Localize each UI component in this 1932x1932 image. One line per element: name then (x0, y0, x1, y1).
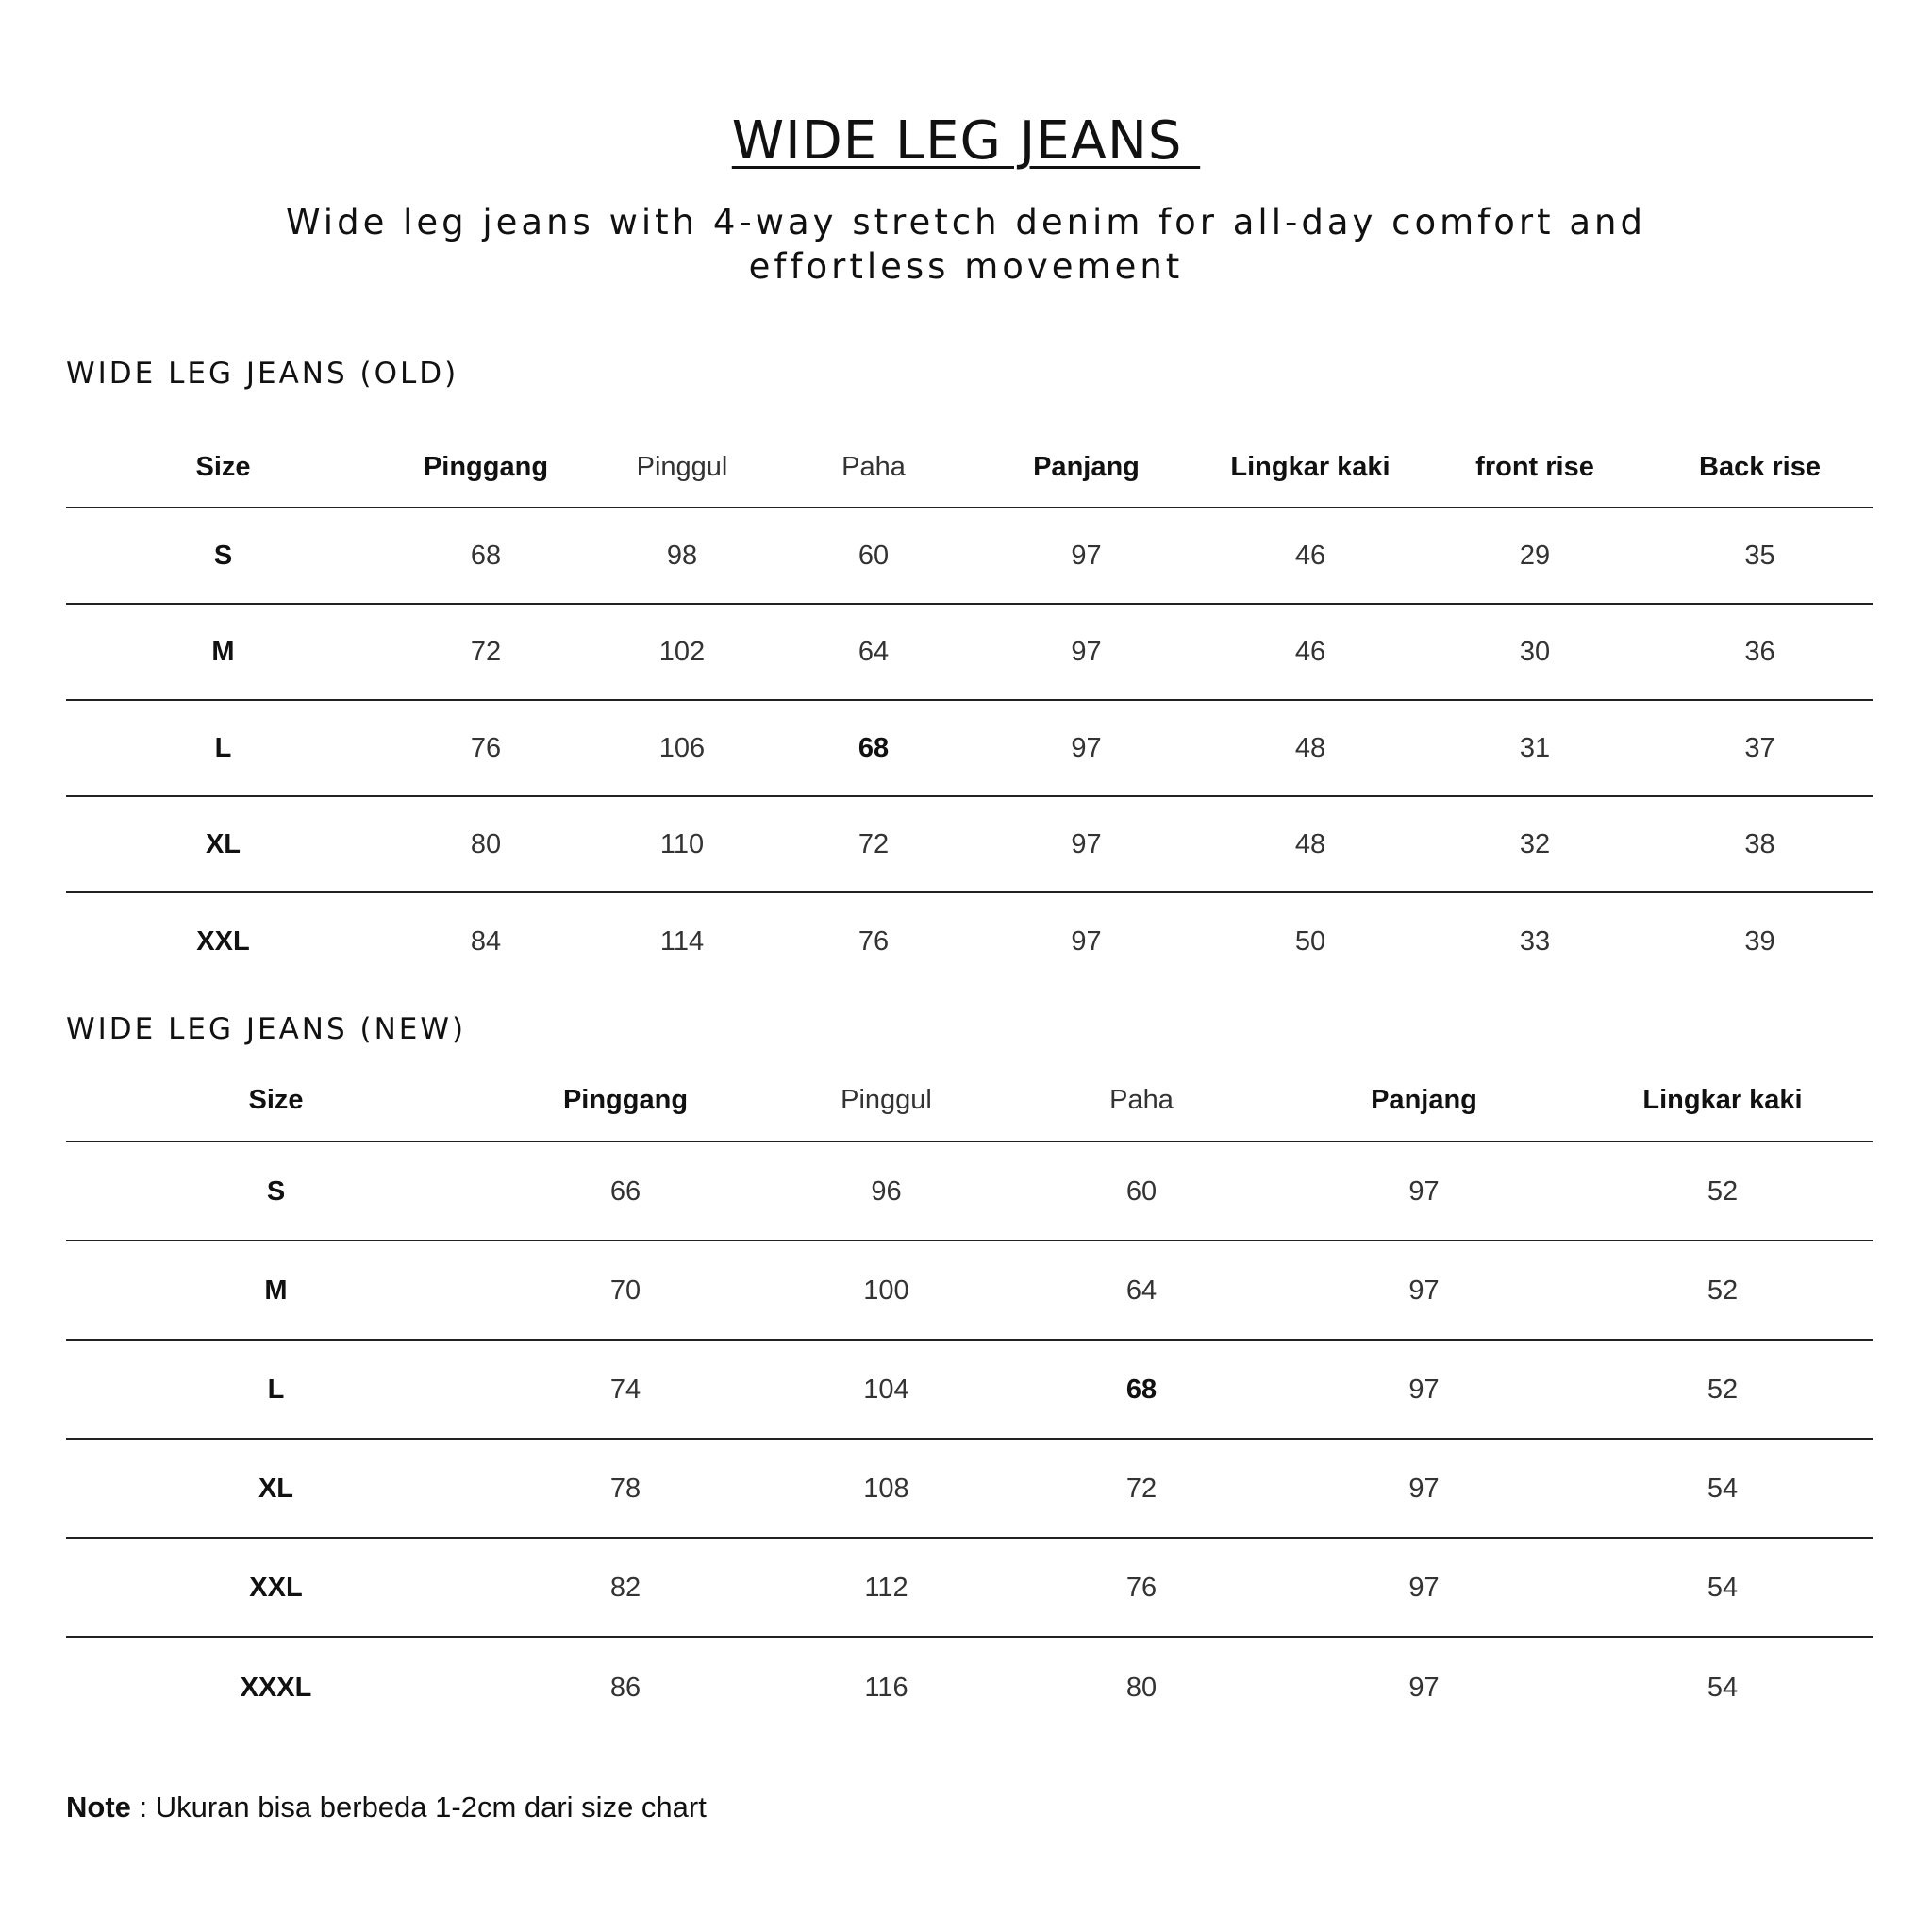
measurement-cell: 60 (1125, 1175, 1158, 1207)
measurement-cell: 36 (1744, 637, 1775, 667)
measurement-cell: 48 (1294, 829, 1326, 859)
table-row (66, 1341, 1873, 1440)
measurement-cell: 32 (1519, 829, 1551, 859)
table-row (66, 893, 1873, 990)
note-separator: : (130, 1790, 156, 1824)
measurement-cell: 76 (470, 733, 502, 763)
size-cell: XXL (196, 926, 250, 957)
measurement-cell: 64 (1125, 1274, 1158, 1306)
size-cell: L (267, 1374, 285, 1405)
measurement-cell: 96 (871, 1175, 902, 1207)
measurement-cell: 104 (863, 1374, 909, 1405)
measurement-cell: 52 (1707, 1274, 1739, 1306)
header-lingkar-kaki: Lingkar kaki (1230, 451, 1391, 482)
measurement-cell: 64 (858, 637, 890, 667)
measurement-cell: 97 (1408, 1175, 1440, 1207)
size-cell: L (214, 733, 232, 763)
measurement-cell: 29 (1519, 541, 1551, 571)
header-lingkar-kaki: Lingkar kaki (1642, 1085, 1803, 1115)
header-paha: Paha (1109, 1085, 1174, 1115)
measurement-cell: 74 (609, 1374, 641, 1405)
table-header-row (66, 1059, 1873, 1142)
measurement-cell: 97 (1071, 926, 1102, 957)
measurement-cell: 60 (858, 541, 890, 571)
header-paha: Paha (841, 451, 906, 482)
size-cell: XXL (249, 1572, 303, 1603)
measurement-cell: 37 (1744, 733, 1775, 763)
measurement-cell: 72 (1125, 1473, 1158, 1504)
measurement-cell: 46 (1294, 637, 1326, 667)
measurement-cell: 97 (1408, 1473, 1440, 1504)
old-size-table (66, 426, 1873, 990)
size-cell: S (213, 541, 233, 571)
table-row (66, 605, 1873, 701)
measurement-cell: 68 (1125, 1374, 1158, 1405)
measurement-cell: 98 (666, 541, 698, 571)
measurement-cell: 70 (609, 1274, 641, 1306)
old-table-label: WIDE LEG JEANS (OLD) (66, 357, 459, 391)
measurement-cell: 72 (858, 829, 890, 859)
header-pinggang: Pinggang (423, 451, 549, 482)
measurement-cell: 54 (1707, 1572, 1739, 1603)
measurement-cell: 106 (658, 733, 706, 763)
note-label: Note (66, 1790, 131, 1824)
measurement-cell: 84 (470, 926, 502, 957)
measurement-cell: 97 (1408, 1572, 1440, 1603)
measurement-cell: 97 (1408, 1672, 1440, 1703)
table-row (66, 1142, 1873, 1241)
footnote (66, 1790, 707, 1824)
note-text: Ukuran bisa berbeda 1-2cm dari size chart (155, 1790, 707, 1824)
measurement-cell: 97 (1071, 829, 1102, 859)
header-pinggul: Pinggul (636, 451, 728, 482)
size-cell: M (211, 637, 235, 667)
size-cell: XL (205, 829, 242, 859)
measurement-cell: 78 (609, 1473, 641, 1504)
table-row (66, 797, 1873, 893)
measurement-cell: 68 (858, 733, 890, 763)
measurement-cell: 108 (863, 1473, 909, 1504)
size-cell: XL (258, 1473, 294, 1504)
measurement-cell: 112 (864, 1572, 908, 1603)
header-back-rise: Back rise (1699, 451, 1821, 482)
table-row (66, 1539, 1873, 1638)
measurement-cell: 97 (1071, 733, 1102, 763)
header-front-rise: front rise (1475, 451, 1594, 482)
measurement-cell: 116 (864, 1672, 908, 1703)
table-row (66, 1440, 1873, 1539)
measurement-cell: 33 (1519, 926, 1551, 957)
table-row (66, 508, 1873, 605)
measurement-cell: 31 (1519, 733, 1551, 763)
measurement-cell: 39 (1744, 926, 1775, 957)
measurement-cell: 46 (1294, 541, 1326, 571)
header-panjang: Panjang (1371, 1085, 1477, 1115)
measurement-cell: 38 (1744, 829, 1775, 859)
size-cell: XXXL (240, 1672, 312, 1703)
header-pinggul: Pinggul (841, 1085, 932, 1115)
measurement-cell: 76 (1125, 1572, 1158, 1603)
table-row (66, 1638, 1873, 1737)
measurement-cell: 72 (470, 637, 502, 667)
table-row (66, 701, 1873, 797)
size-cell: M (264, 1274, 288, 1306)
measurement-cell: 48 (1294, 733, 1326, 763)
measurement-cell: 97 (1071, 637, 1102, 667)
measurement-cell: 102 (658, 637, 706, 667)
measurement-cell: 76 (858, 926, 890, 957)
measurement-cell: 54 (1707, 1473, 1739, 1504)
new-size-table (66, 1059, 1873, 1737)
measurement-cell: 80 (1125, 1672, 1158, 1703)
measurement-cell: 66 (609, 1175, 641, 1207)
measurement-cell: 50 (1294, 926, 1326, 957)
measurement-cell: 52 (1707, 1175, 1739, 1207)
measurement-cell: 68 (470, 541, 502, 571)
table-row (66, 1241, 1873, 1341)
new-table-label: WIDE LEG JEANS (NEW) (66, 1012, 467, 1046)
table-header-row (66, 426, 1873, 508)
measurement-cell: 114 (659, 926, 705, 957)
page-subtitle: Wide leg jeans with 4-way stretch denim for all-day comfort and effortless movement (286, 202, 1646, 287)
header-size: Size (195, 451, 251, 482)
size-cell: S (266, 1175, 286, 1207)
header-panjang: Panjang (1033, 451, 1140, 482)
measurement-cell: 82 (609, 1572, 641, 1603)
measurement-cell: 80 (470, 829, 502, 859)
measurement-cell: 54 (1707, 1672, 1739, 1703)
measurement-cell: 97 (1071, 541, 1102, 571)
header-pinggang: Pinggang (562, 1085, 689, 1115)
measurement-cell: 86 (609, 1672, 641, 1703)
measurement-cell: 110 (659, 829, 705, 859)
page-title: WIDE LEG JEANS (731, 110, 1201, 172)
measurement-cell: 35 (1744, 541, 1775, 571)
measurement-cell: 97 (1408, 1274, 1440, 1306)
header-size: Size (248, 1085, 304, 1115)
measurement-cell: 100 (863, 1274, 909, 1306)
measurement-cell: 52 (1707, 1374, 1739, 1405)
measurement-cell: 30 (1519, 637, 1551, 667)
measurement-cell: 97 (1408, 1374, 1440, 1405)
